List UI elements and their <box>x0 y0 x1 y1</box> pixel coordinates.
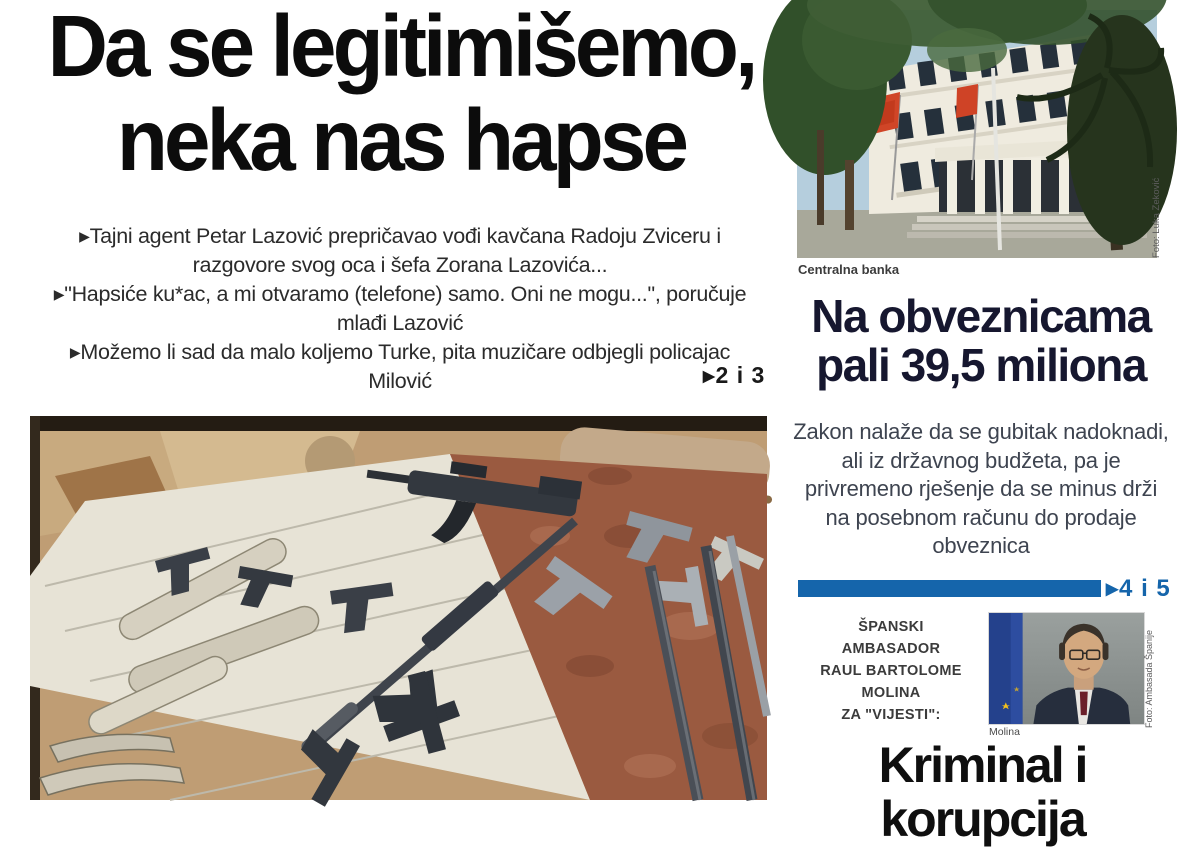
kicker-line: ZA "VIJESTI": <box>841 707 941 723</box>
kicker-line: ŠPANSKI <box>858 619 924 635</box>
main-headline <box>28 0 775 188</box>
page-reference-main-story: ▸2 i 3 <box>703 362 766 388</box>
section-divider-bar <box>798 580 1101 597</box>
ambassador-kicker <box>795 616 987 726</box>
main-headline-line1: Da se legitimišemo, <box>47 0 755 95</box>
seized-weapons-photo <box>30 416 767 800</box>
main-story-bullets <box>40 222 760 396</box>
eu-flag <box>989 613 1023 724</box>
ambassador-photo-caption: Molina <box>989 726 1020 738</box>
photo-credit-building: Foto: Luka Zeković <box>1151 177 1162 258</box>
central-bank-building-photo <box>797 10 1157 258</box>
bonds-deck: Zakon nalaže da se gubitak nadoknadi, ali iz državnog budžeta, pa je privremeno rješenje da se minus drži na posebnom računu do prodaje obveznica <box>793 419 1169 558</box>
bullet-item: ▸"Hapsiće ku*ac, a mi otvaramo (telefone) samo. Oni ne mogu...", poručuje mlađi Lazović <box>53 282 747 335</box>
bullet-item: ▸Tajni agent Petar Lazović prepričavao vođi kavčana Radoju Zviceru i razgovore svog oca i šefa Zorana Lazovića... <box>79 224 721 277</box>
bonds-headline-line1: Na obveznicama <box>811 290 1151 342</box>
kicker-line: MOLINA <box>861 685 921 701</box>
ambassador-headline <box>790 738 1175 846</box>
bullet-item: ▸Možemo li sad da malo koljemo Turke, pita muzičare odbjegli policajac Milović <box>69 340 731 393</box>
page-reference-bonds-story: ▸4 i 5 <box>1106 575 1171 602</box>
kicker-line: RAUL BARTOLOME <box>820 663 962 679</box>
building-photo-caption: Centralna banka <box>798 262 900 277</box>
ambassador-headline-line2-partial: korupcija <box>880 791 1085 847</box>
bonds-headline <box>792 292 1170 390</box>
main-headline-line2: neka nas hapse <box>116 92 686 189</box>
photo-credit-ambassador: Foto: Ambasada Španije <box>1144 629 1154 728</box>
ambassador-headline-line1: Kriminal i <box>878 737 1087 793</box>
bonds-headline-line2: pali 39,5 miliona <box>816 339 1146 391</box>
kicker-line: AMBASADOR <box>841 641 941 657</box>
ambassador-portrait-photo <box>988 612 1145 725</box>
